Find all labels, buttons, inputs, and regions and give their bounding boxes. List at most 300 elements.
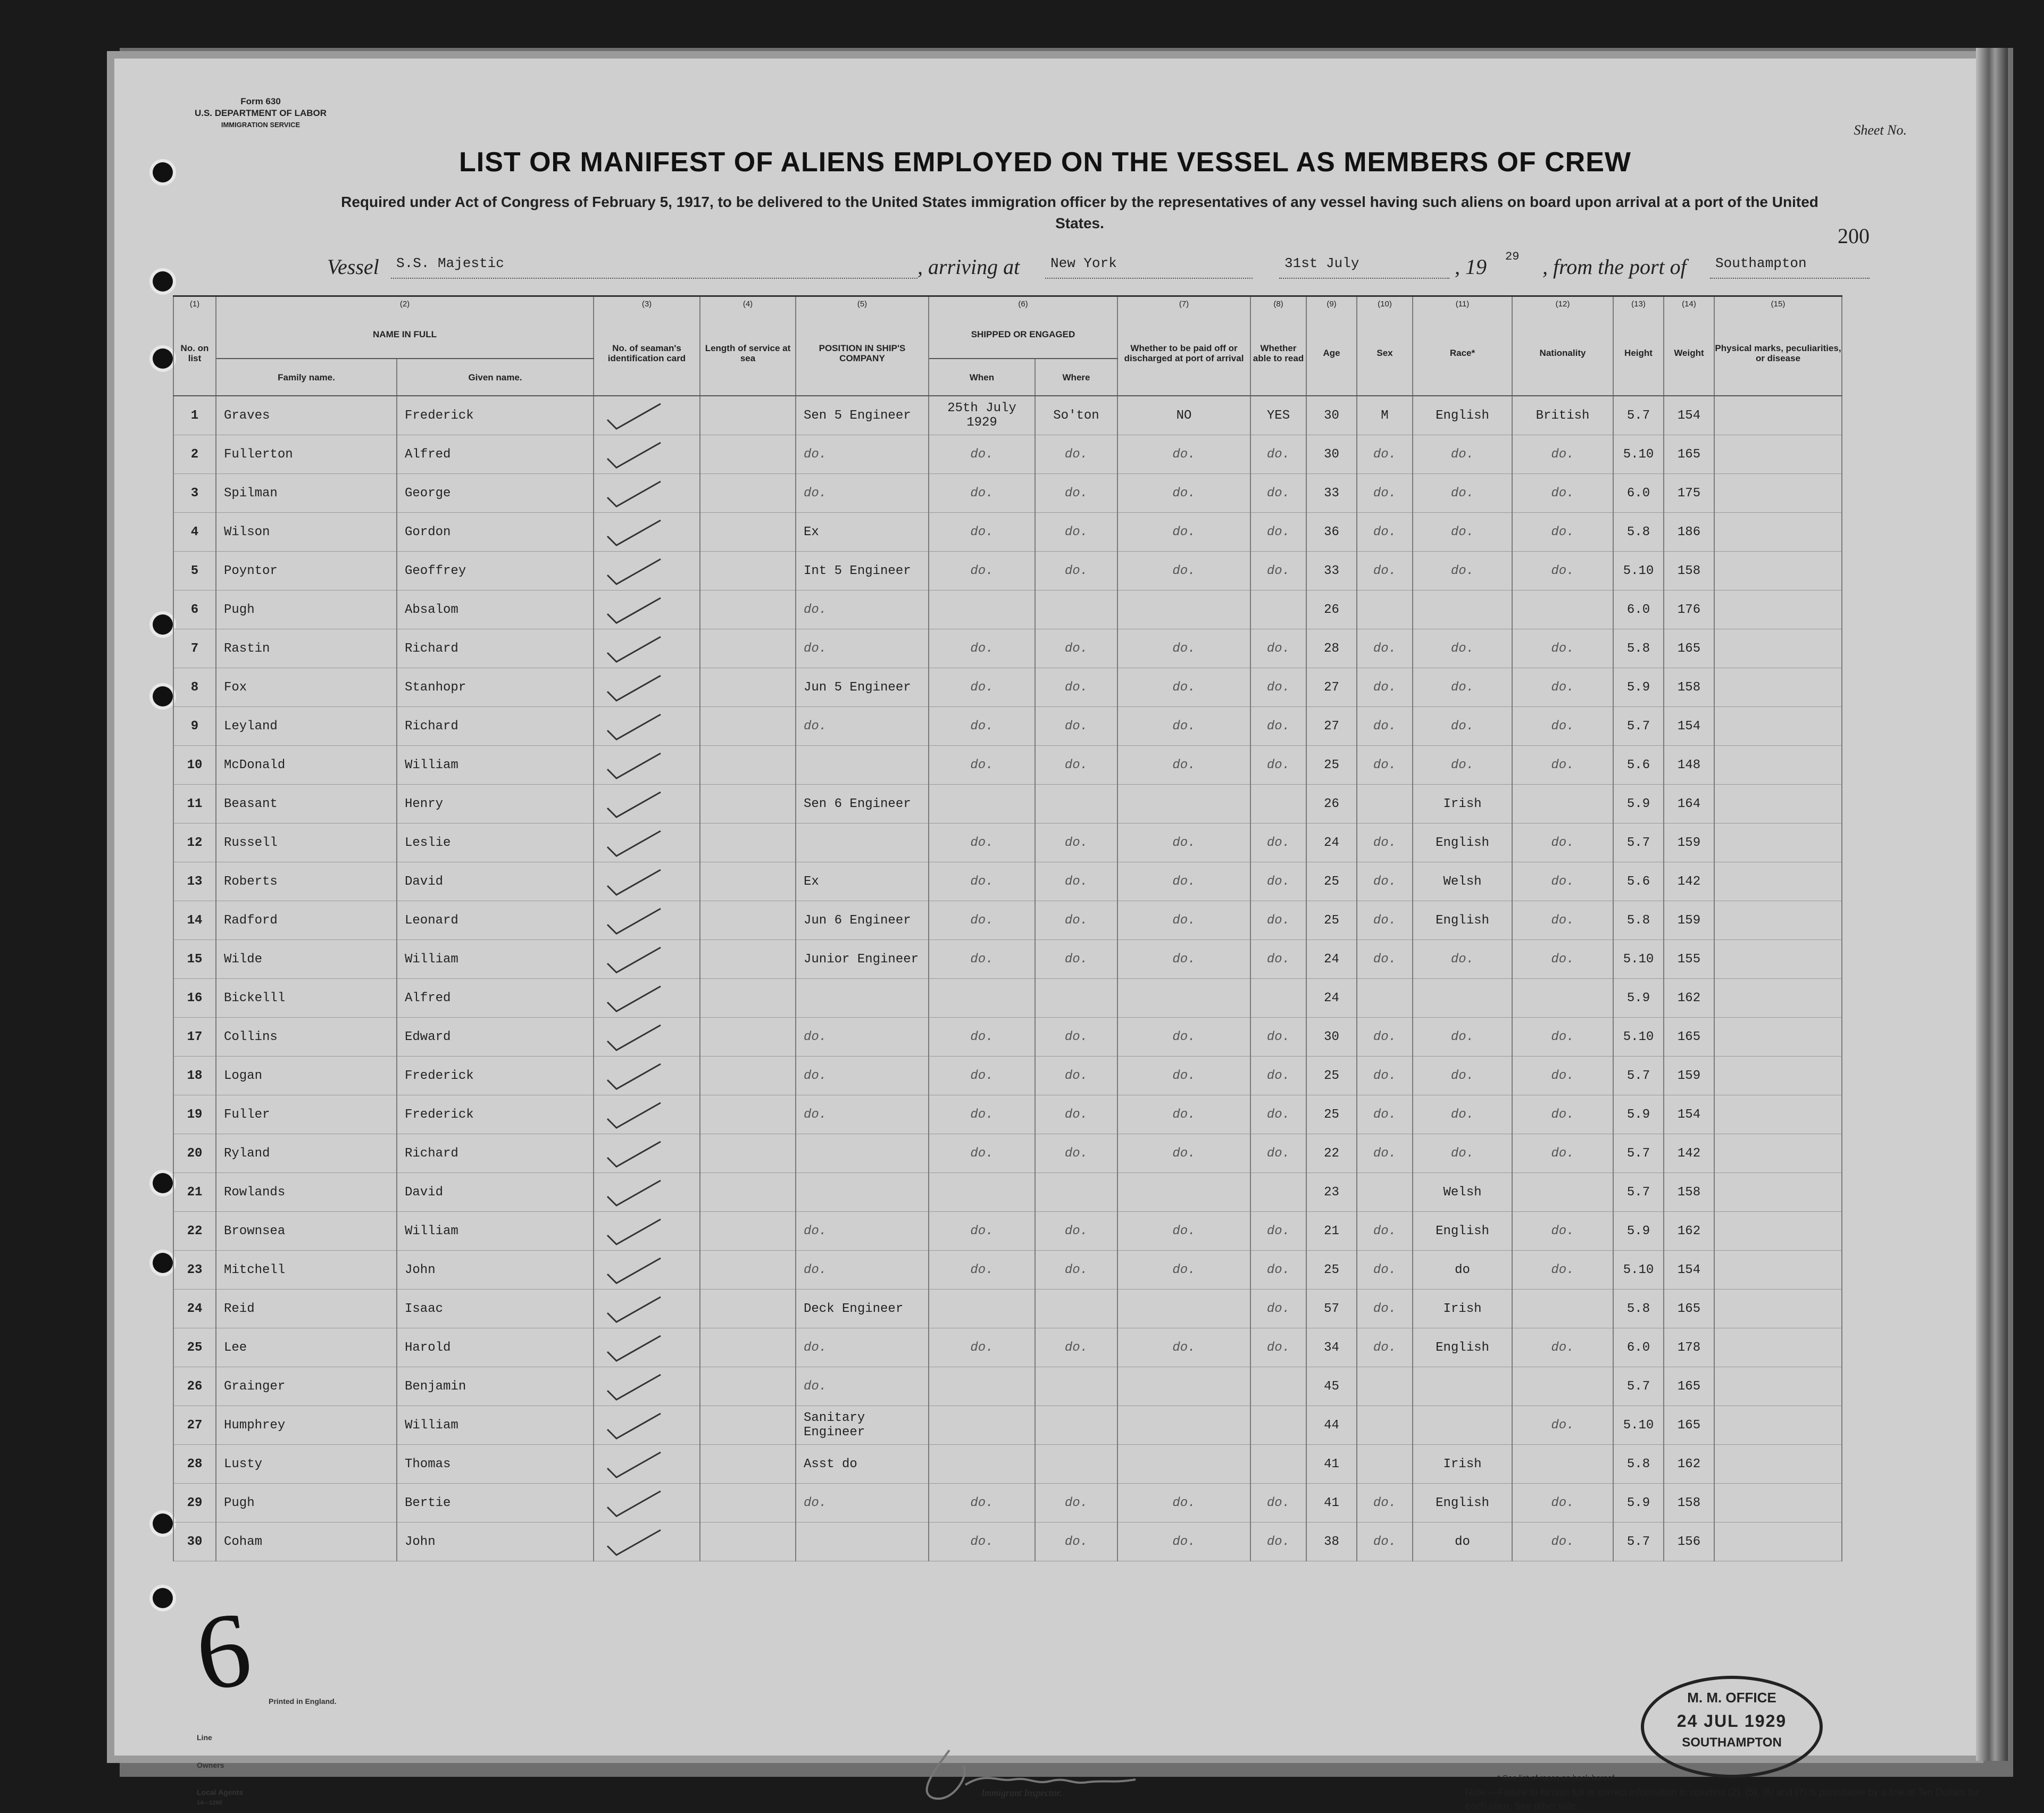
age-cell: 34 (1306, 1328, 1357, 1367)
service-cell (700, 1328, 796, 1367)
paid-cell: do. (1117, 1251, 1250, 1290)
position-cell: do. (796, 1367, 929, 1406)
marks-cell (1714, 1173, 1842, 1212)
sex-cell: do. (1357, 1134, 1413, 1173)
read-cell (1250, 1445, 1306, 1484)
row-number: 28 (173, 1445, 216, 1484)
family-cell: Pugh (216, 591, 397, 629)
marks-cell (1714, 746, 1842, 785)
id-card-check (594, 746, 700, 785)
race-cell: do. (1413, 1134, 1512, 1173)
col-weight: Weight (1664, 311, 1714, 396)
read-cell: do. (1250, 1484, 1306, 1523)
sex-cell: do. (1357, 1290, 1413, 1328)
paid-cell (1117, 591, 1250, 629)
age-cell: 30 (1306, 1018, 1357, 1057)
sex-cell: do. (1357, 862, 1413, 901)
age-cell: 21 (1306, 1212, 1357, 1251)
weight-cell: 162 (1664, 979, 1714, 1018)
age-cell: 25 (1306, 1057, 1357, 1095)
service-cell (700, 1018, 796, 1057)
height-cell: 5.7 (1613, 1367, 1664, 1406)
given-cell: David (397, 862, 594, 901)
when-cell: do. (929, 1057, 1035, 1095)
service-cell (700, 1057, 796, 1095)
id-card-check (594, 396, 700, 435)
col-height: Height (1613, 311, 1664, 396)
given-cell: Geoffrey (397, 552, 594, 591)
where-cell: do. (1035, 1057, 1117, 1095)
weight-cell: 165 (1664, 1290, 1714, 1328)
marks-cell (1714, 1523, 1842, 1561)
sex-cell: do. (1357, 1484, 1413, 1523)
read-cell: do. (1250, 435, 1306, 474)
check-mark-icon (605, 1254, 663, 1286)
row-number: 9 (173, 707, 216, 746)
service-cell (700, 1406, 796, 1445)
row-number: 19 (173, 1095, 216, 1134)
given-cell: William (397, 940, 594, 979)
family-cell: Wilde (216, 940, 397, 979)
height-cell: 5.10 (1613, 1406, 1664, 1445)
nationality-cell: do. (1512, 1212, 1613, 1251)
nationality-cell: do. (1512, 901, 1613, 940)
age-cell: 25 (1306, 901, 1357, 940)
row-number: 5 (173, 552, 216, 591)
row-number: 6 (173, 591, 216, 629)
stamp-date: 24 JUL 1929 (1676, 1711, 1787, 1731)
race-cell: English (1413, 1328, 1512, 1367)
height-cell: 6.0 (1613, 1328, 1664, 1367)
row-number: 4 (173, 513, 216, 552)
table-row (173, 668, 1842, 707)
position-cell: Junior Engineer (796, 940, 929, 979)
marks-cell (1714, 396, 1842, 435)
read-cell: do. (1250, 862, 1306, 901)
row-number: 20 (173, 1134, 216, 1173)
col-no-on-list: No. on list (173, 311, 216, 396)
agents-label: Local Agents 14—1260 (197, 1788, 244, 1806)
id-card-check (594, 1173, 700, 1212)
position-cell: do. (796, 1057, 929, 1095)
where-cell: do. (1035, 435, 1117, 474)
weight-cell: 159 (1664, 824, 1714, 862)
read-cell: do. (1250, 707, 1306, 746)
when-cell: do. (929, 746, 1035, 785)
given-cell: Thomas (397, 1445, 594, 1484)
age-cell: 22 (1306, 1134, 1357, 1173)
note-text: Note.—Failure to furnish full or correct information in columns (2), (5), (6) and (7) is punishable by a fine of Ten Dollars for each alien. See other side. (1465, 1787, 1980, 1811)
row-number: 7 (173, 629, 216, 668)
weight-cell: 176 (1664, 591, 1714, 629)
service-cell (700, 1134, 796, 1173)
when-cell: do. (929, 629, 1035, 668)
height-cell: 5.8 (1613, 513, 1664, 552)
given-cell: Edward (397, 1018, 594, 1057)
marks-cell (1714, 940, 1842, 979)
when-cell (929, 1445, 1035, 1484)
table-row (173, 1251, 1842, 1290)
table-row (173, 746, 1842, 785)
sex-cell: do. (1357, 629, 1413, 668)
when-cell (929, 1290, 1035, 1328)
sex-cell: do. (1357, 1095, 1413, 1134)
sex-cell: do. (1357, 1328, 1413, 1367)
family-cell: Wilson (216, 513, 397, 552)
row-number: 12 (173, 824, 216, 862)
nationality-cell: do. (1512, 474, 1613, 513)
when-cell (929, 591, 1035, 629)
nationality-cell: do. (1512, 513, 1613, 552)
height-cell: 5.10 (1613, 940, 1664, 979)
when-cell (929, 1173, 1035, 1212)
id-card-check (594, 940, 700, 979)
when-cell: do. (929, 1212, 1035, 1251)
height-cell: 5.9 (1613, 1212, 1664, 1251)
age-cell: 45 (1306, 1367, 1357, 1406)
form-number: Form 630 (240, 96, 281, 106)
age-cell: 41 (1306, 1445, 1357, 1484)
read-cell: do. (1250, 1328, 1306, 1367)
age-cell: 27 (1306, 668, 1357, 707)
col-age: Age (1306, 311, 1357, 396)
id-card-check (594, 1406, 700, 1445)
height-cell: 5.8 (1613, 1290, 1664, 1328)
height-cell: 5.8 (1613, 629, 1664, 668)
service-cell (700, 629, 796, 668)
where-cell: do. (1035, 513, 1117, 552)
paid-cell: do. (1117, 1212, 1250, 1251)
row-number: 26 (173, 1367, 216, 1406)
height-cell: 5.10 (1613, 435, 1664, 474)
when-cell: do. (929, 1095, 1035, 1134)
family-cell: Logan (216, 1057, 397, 1095)
row-number: 24 (173, 1290, 216, 1328)
service-cell (700, 552, 796, 591)
vessel-value: S.S. Majestic (396, 255, 504, 271)
read-cell: do. (1250, 1095, 1306, 1134)
paid-cell: NO (1117, 396, 1250, 435)
table-row (173, 1134, 1842, 1173)
race-cell: do. (1413, 552, 1512, 591)
weight-cell: 178 (1664, 1328, 1714, 1367)
position-cell: do. (796, 1484, 929, 1523)
when-cell: do. (929, 862, 1035, 901)
position-cell: Sen 5 Engineer (796, 396, 929, 435)
row-number: 25 (173, 1328, 216, 1367)
family-cell: McDonald (216, 746, 397, 785)
id-card-check (594, 824, 700, 862)
read-cell: do. (1250, 1523, 1306, 1561)
inspector-label: Immigrant Inspector. (981, 1787, 1062, 1798)
given-cell: George (397, 474, 594, 513)
family-cell: Rowlands (216, 1173, 397, 1212)
marks-cell (1714, 1484, 1842, 1523)
nationality-cell: do. (1512, 1484, 1613, 1523)
paid-cell: do. (1117, 862, 1250, 901)
check-mark-icon (605, 1526, 663, 1558)
family-cell: Leyland (216, 707, 397, 746)
paid-cell: do. (1117, 629, 1250, 668)
family-cell: Fullerton (216, 435, 397, 474)
family-cell: Collins (216, 1018, 397, 1057)
age-cell: 33 (1306, 474, 1357, 513)
sex-cell (1357, 1367, 1413, 1406)
marks-cell (1714, 1445, 1842, 1484)
where-cell: do. (1035, 629, 1117, 668)
weight-cell: 154 (1664, 1095, 1714, 1134)
id-card-check (594, 474, 700, 513)
position-cell (796, 1173, 929, 1212)
vessel-label: Vessel (327, 255, 379, 279)
when-cell: do. (929, 1523, 1035, 1561)
table-row (173, 940, 1842, 979)
page-subtitle: Required under Act of Congress of February 5, 1917, to be delivered to the United States immigration officer by the representatives of any vessel having such aliens on board upon arrival at a port of the United States. (341, 194, 1818, 231)
where-cell: do. (1035, 862, 1117, 901)
race-cell: do. (1413, 435, 1512, 474)
id-card-check (594, 513, 700, 552)
table-row (173, 1057, 1842, 1095)
height-cell: 5.9 (1613, 668, 1664, 707)
where-cell (1035, 1445, 1117, 1484)
read-cell (1250, 1406, 1306, 1445)
weight-cell: 158 (1664, 1173, 1714, 1212)
given-cell: Richard (397, 629, 594, 668)
check-mark-icon (605, 788, 663, 820)
paid-cell: do. (1117, 1523, 1250, 1561)
height-cell: 5.10 (1613, 1018, 1664, 1057)
nationality-cell: do. (1512, 552, 1613, 591)
nationality-cell (1512, 591, 1613, 629)
col-id-card: No. of seaman's identification card (594, 311, 700, 396)
nationality-cell (1512, 1290, 1613, 1328)
height-cell: 5.9 (1613, 1095, 1664, 1134)
paid-cell: do. (1117, 707, 1250, 746)
service-cell (700, 396, 796, 435)
nationality-cell: do. (1512, 707, 1613, 746)
race-cell: English (1413, 1212, 1512, 1251)
family-cell: Lee (216, 1328, 397, 1367)
id-card-check (594, 668, 700, 707)
height-cell: 5.7 (1613, 824, 1664, 862)
age-cell: 24 (1306, 824, 1357, 862)
position-cell: do. (796, 1095, 929, 1134)
sex-cell (1357, 1406, 1413, 1445)
year-label: , 19 (1455, 255, 1487, 279)
race-cell: do. (1413, 1018, 1512, 1057)
height-cell: 5.10 (1613, 552, 1664, 591)
family-cell: Mitchell (216, 1251, 397, 1290)
read-cell: do. (1250, 629, 1306, 668)
check-mark-icon (605, 516, 663, 548)
service-cell (700, 940, 796, 979)
age-cell: 41 (1306, 1484, 1357, 1523)
when-cell: do. (929, 668, 1035, 707)
race-cell: do. (1413, 1095, 1512, 1134)
marks-cell (1714, 979, 1842, 1018)
paid-cell: do. (1117, 513, 1250, 552)
service-cell (700, 824, 796, 862)
table-row (173, 513, 1842, 552)
position-cell: Jun 5 Engineer (796, 668, 929, 707)
position-cell: Jun 6 Engineer (796, 901, 929, 940)
paid-cell: do. (1117, 1328, 1250, 1367)
marks-cell (1714, 785, 1842, 824)
check-mark-icon (605, 1176, 663, 1208)
table-row (173, 1523, 1842, 1561)
nationality-cell: do. (1512, 629, 1613, 668)
row-number: 1 (173, 396, 216, 435)
weight-cell: 154 (1664, 396, 1714, 435)
paid-cell: do. (1117, 1057, 1250, 1095)
when-cell: do. (929, 435, 1035, 474)
when-cell: do. (929, 1134, 1035, 1173)
height-cell: 5.6 (1613, 862, 1664, 901)
col-position: POSITION IN SHIP'S COMPANY (796, 311, 929, 396)
service-cell (700, 1484, 796, 1523)
read-cell (1250, 785, 1306, 824)
check-mark-icon (605, 1099, 663, 1130)
paid-cell (1117, 1445, 1250, 1484)
service-cell (700, 1212, 796, 1251)
col-when: When (929, 359, 1035, 396)
where-cell: do. (1035, 1212, 1117, 1251)
height-cell: 6.0 (1613, 591, 1664, 629)
check-mark-icon (605, 982, 663, 1014)
check-mark-icon (605, 749, 663, 781)
table-row (173, 474, 1842, 513)
where-cell (1035, 591, 1117, 629)
stamp-number: 200 (1838, 224, 1870, 248)
where-cell: do. (1035, 1018, 1117, 1057)
table-row (173, 707, 1842, 746)
table-row (173, 1095, 1842, 1134)
where-cell: do. (1035, 746, 1117, 785)
race-cell: do (1413, 1251, 1512, 1290)
service: IMMIGRATION SERVICE (221, 121, 301, 129)
weight-cell: 159 (1664, 1057, 1714, 1095)
nationality-cell: do. (1512, 1018, 1613, 1057)
printed-note: Printed in England. (269, 1697, 337, 1706)
line-label: Line (197, 1733, 212, 1742)
marks-cell (1714, 513, 1842, 552)
age-cell: 30 (1306, 435, 1357, 474)
where-cell (1035, 785, 1117, 824)
id-card-check (594, 1484, 700, 1523)
nationality-cell: British (1512, 396, 1613, 435)
check-mark-icon (605, 1487, 663, 1519)
sex-cell: do. (1357, 668, 1413, 707)
table-row (173, 1406, 1842, 1445)
service-cell (700, 862, 796, 901)
paid-cell: do. (1117, 940, 1250, 979)
marks-cell (1714, 629, 1842, 668)
family-cell: Fox (216, 668, 397, 707)
where-cell (1035, 979, 1117, 1018)
table-row (173, 1445, 1842, 1484)
age-cell: 57 (1306, 1290, 1357, 1328)
row-number: 11 (173, 785, 216, 824)
manifest-sheet (114, 59, 1980, 1811)
marks-cell (1714, 1018, 1842, 1057)
when-cell: do. (929, 707, 1035, 746)
race-cell: English (1413, 396, 1512, 435)
given-cell: Frederick (397, 396, 594, 435)
table-row (173, 396, 1842, 435)
id-card-check (594, 1445, 700, 1484)
row-number: 27 (173, 1406, 216, 1445)
marks-cell (1714, 1367, 1842, 1406)
marks-cell (1714, 474, 1842, 513)
given-cell: Leslie (397, 824, 594, 862)
family-cell: Russell (216, 824, 397, 862)
family-cell: Pugh (216, 1484, 397, 1523)
when-cell (929, 1367, 1035, 1406)
id-card-check (594, 1212, 700, 1251)
id-card-check (594, 1251, 700, 1290)
sex-cell (1357, 1173, 1413, 1212)
sex-cell (1357, 591, 1413, 629)
row-number: 17 (173, 1018, 216, 1057)
where-cell: do. (1035, 668, 1117, 707)
height-cell: 5.9 (1613, 785, 1664, 824)
given-cell: John (397, 1523, 594, 1561)
marks-cell (1714, 1406, 1842, 1445)
position-cell: do. (796, 707, 929, 746)
weight-cell: 165 (1664, 1018, 1714, 1057)
paid-cell: do. (1117, 901, 1250, 940)
read-cell (1250, 591, 1306, 629)
owners-label: Owners (197, 1761, 224, 1769)
weight-cell: 175 (1664, 474, 1714, 513)
paid-cell: do. (1117, 435, 1250, 474)
note-star: * See list of races on back hereof. (1497, 1774, 1617, 1783)
weight-cell: 148 (1664, 746, 1714, 785)
row-number: 30 (173, 1523, 216, 1561)
position-cell: do. (796, 1328, 929, 1367)
check-mark-icon (605, 943, 663, 975)
sex-cell (1357, 785, 1413, 824)
col-race: Race* (1413, 311, 1512, 396)
weight-cell: 162 (1664, 1212, 1714, 1251)
weight-cell: 158 (1664, 552, 1714, 591)
sex-cell: do. (1357, 474, 1413, 513)
table-row (173, 901, 1842, 940)
check-mark-icon (605, 400, 663, 431)
form-info (183, 96, 338, 131)
age-cell: 25 (1306, 746, 1357, 785)
page-stack-edge (1976, 48, 2008, 1761)
table-row (173, 824, 1842, 862)
marks-cell (1714, 862, 1842, 901)
id-card-check (594, 1134, 700, 1173)
family-cell: Bickelll (216, 979, 397, 1018)
race-cell: Welsh (1413, 862, 1512, 901)
given-cell: William (397, 1212, 594, 1251)
age-cell: 26 (1306, 785, 1357, 824)
read-cell: do. (1250, 746, 1306, 785)
where-cell: do. (1035, 824, 1117, 862)
position-cell (796, 979, 929, 1018)
race-cell: do. (1413, 940, 1512, 979)
row-number: 22 (173, 1212, 216, 1251)
table-row (173, 785, 1842, 824)
service-cell (700, 513, 796, 552)
position-cell: Int 5 Engineer (796, 552, 929, 591)
office-stamp (1641, 1676, 1823, 1778)
column-numbers: (1) (2) (3) (4) (5) (6) (7) (8) (9) (10) (11) (12) (13) (14) (15) (173, 296, 1842, 311)
table-row (173, 862, 1842, 901)
